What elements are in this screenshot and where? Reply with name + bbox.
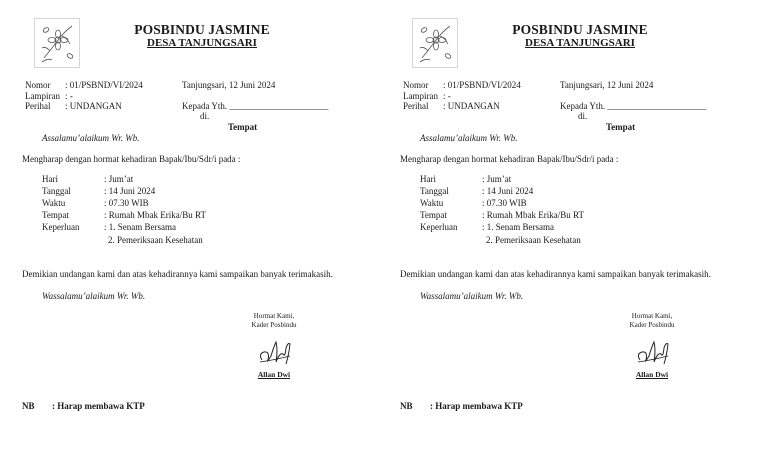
handwritten-signature-icon [634, 334, 672, 368]
detail-value: : 14 Juni 2024 [104, 186, 156, 196]
lampiran-value: : - [65, 91, 73, 101]
closing-text: Demikian undangan kami dan atas kehadirannya kami sampaikan banyak terimakasih. [22, 269, 333, 279]
greeting: Assalamu’alaikum Wr. Wb. [42, 133, 140, 143]
detail-value: : 1. Senam Bersama [482, 222, 554, 232]
nomor-label: Nomor [403, 80, 429, 90]
detail-label: Tanggal [42, 186, 71, 196]
recipient-di: di. [578, 111, 588, 121]
closing-text: Demikian undangan kami dan atas kehadirannya kami sampaikan banyak terimakasih. [400, 269, 711, 279]
recipient-line: Kepada Yth. ______________________ [560, 101, 707, 111]
signatory-name: Allan Dwi [635, 370, 669, 379]
signature-line2: Kader Posbindu [629, 321, 675, 329]
signature-line1: Hormat Kami, [253, 312, 295, 320]
farewell: Wassalamu’alaikum Wr. Wb. [42, 291, 146, 301]
lampiran-value: : - [443, 91, 451, 101]
detail-label: Waktu [42, 198, 66, 208]
org-subtitle: DESA TANJUNGSARI [147, 37, 257, 49]
nomor-label: Nomor [25, 80, 51, 90]
intro-text: Mengharap dengan hormat kehadiran Bapak/Ibu/Sdr/i pada : [400, 154, 619, 164]
recipient-place: Tempat [228, 122, 258, 132]
farewell: Wassalamu’alaikum Wr. Wb. [420, 291, 524, 301]
detail-value: : 14 Juni 2024 [482, 186, 534, 196]
org-title: POSBINDU JASMINE [134, 22, 270, 37]
detail-value: : Jum’at [482, 174, 512, 184]
recipient-line: Kepada Yth. ______________________ [182, 101, 329, 111]
detail-value: : Jum’at [104, 174, 134, 184]
detail-label: Tempat [42, 210, 69, 220]
detail-label: Hari [420, 174, 436, 184]
nb-label: NB [22, 401, 35, 411]
intro-text: Mengharap dengan hormat kehadiran Bapak/Ibu/Sdr/i pada : [22, 154, 241, 164]
detail-label: Waktu [420, 198, 444, 208]
signature-line1: Hormat Kami, [631, 312, 673, 320]
org-title: POSBINDU JASMINE [512, 22, 648, 37]
perihal-label: Perihal [25, 101, 51, 111]
detail-extra: 2. Pemeriksaan Kesehatan [486, 235, 581, 245]
jasmine-flower-logo-icon [412, 18, 458, 68]
nb-label: NB [400, 401, 413, 411]
invitation-letter-right [400, 0, 760, 466]
detail-label: Tanggal [420, 186, 449, 196]
detail-value: : Rumah Mbak Erika/Bu RT [104, 210, 206, 220]
nb-text: : Harap membawa KTP [430, 401, 523, 411]
recipient-place: Tempat [606, 122, 636, 132]
detail-extra: 2. Pemeriksaan Kesehatan [108, 235, 203, 245]
greeting: Assalamu’alaikum Wr. Wb. [420, 133, 518, 143]
perihal-label: Perihal [403, 101, 429, 111]
place-date: Tanjungsari, 12 Juni 2024 [182, 80, 276, 90]
nomor-value: : 01/PSBND/VI/2024 [443, 80, 521, 90]
org-subtitle: DESA TANJUNGSARI [525, 37, 635, 49]
invitation-letter-left [22, 0, 382, 466]
detail-label: Hari [42, 174, 58, 184]
jasmine-flower-logo-icon [34, 18, 80, 68]
detail-value: : 1. Senam Bersama [104, 222, 176, 232]
detail-value: : 07.30 WIB [482, 198, 527, 208]
handwritten-signature-icon [256, 334, 294, 368]
signatory-name: Allan Dwi [257, 370, 291, 379]
signature-line2: Kader Posbindu [251, 321, 297, 329]
detail-value: : Rumah Mbak Erika/Bu RT [482, 210, 584, 220]
detail-label: Keperluan [42, 222, 80, 232]
nb-text: : Harap membawa KTP [52, 401, 145, 411]
perihal-value: : UNDANGAN [443, 101, 500, 111]
detail-label: Keperluan [420, 222, 458, 232]
lampiran-label: Lampiran [25, 91, 60, 101]
place-date: Tanjungsari, 12 Juni 2024 [560, 80, 654, 90]
nomor-value: : 01/PSBND/VI/2024 [65, 80, 143, 90]
perihal-value: : UNDANGAN [65, 101, 122, 111]
detail-value: : 07.30 WIB [104, 198, 149, 208]
lampiran-label: Lampiran [403, 91, 438, 101]
detail-label: Tempat [420, 210, 447, 220]
recipient-di: di. [200, 111, 210, 121]
